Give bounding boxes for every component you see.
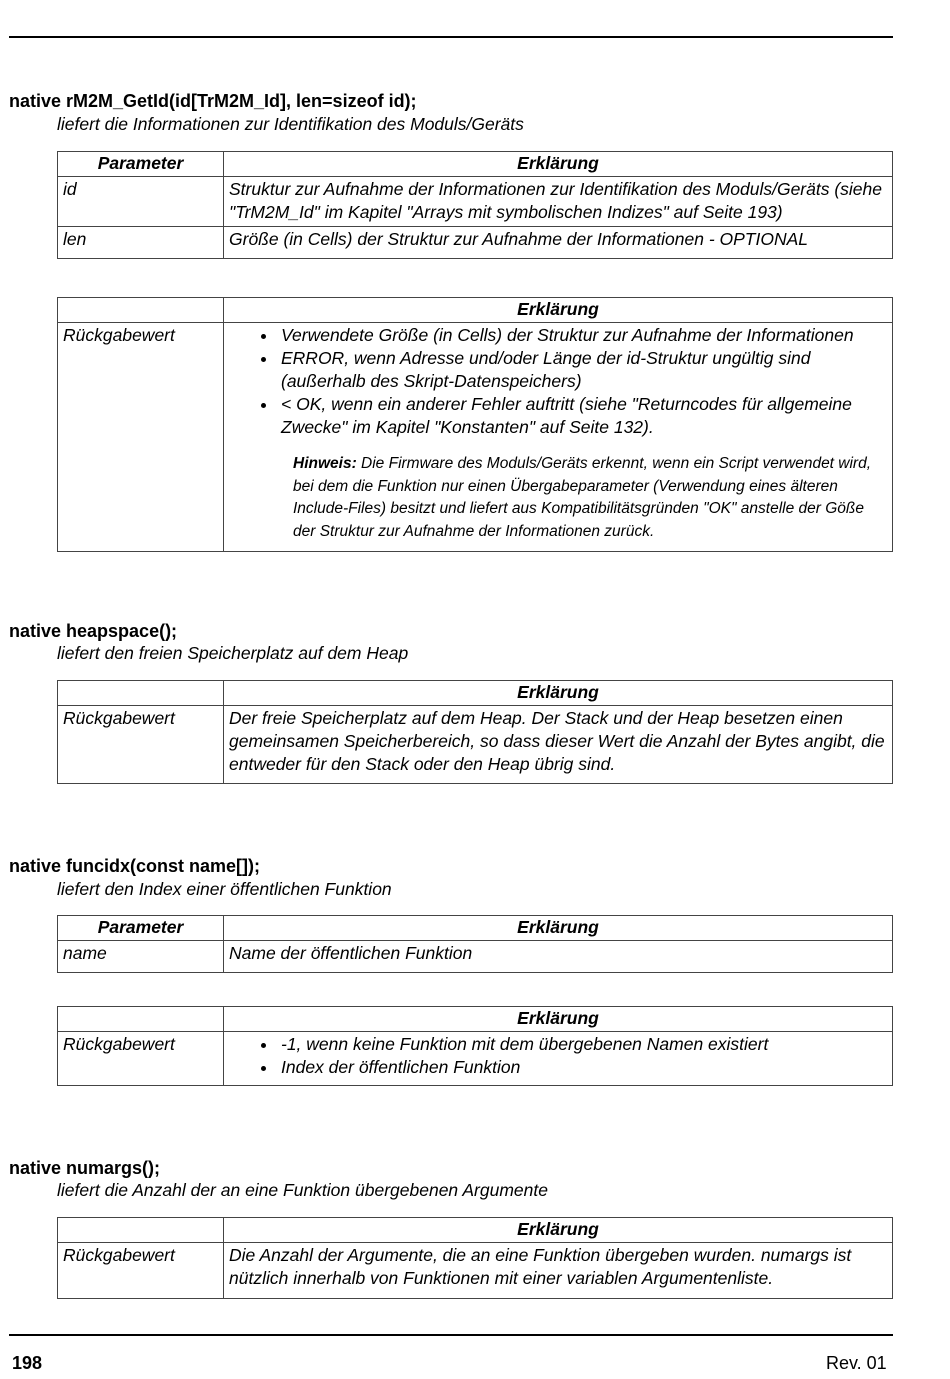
function-signature: native funcidx(const name[]); <box>9 856 261 876</box>
return-value-list <box>229 1033 887 1079</box>
parameter-explanation: Name der öffentlichen Funktion <box>224 941 893 973</box>
empty-header-cell <box>58 681 224 706</box>
list-item: -1, wenn keine Funktion mit dem übergebenen Namen existiert <box>281 1033 887 1056</box>
function-description: liefert den freien Speicherplatz auf dem Heap <box>57 643 409 663</box>
list-item: Verwendete Größe (in Cells) der Struktur zur Aufnahme der Informationen <box>281 324 887 347</box>
return-value-label: Rückgabewert <box>58 706 224 784</box>
function-signature: native heapspace(); <box>9 621 178 641</box>
explanation-header: Erklärung <box>224 298 893 323</box>
explanation-header: Erklärung <box>224 1007 893 1032</box>
parameter-table <box>57 151 893 259</box>
function-description: liefert die Informationen zur Identifikation des Moduls/Geräts <box>57 114 524 134</box>
function-description: liefert die Anzahl der an eine Funktion übergebenen Argumente <box>57 1180 548 1200</box>
parameter-name: id <box>58 177 224 227</box>
explanation-header: Erklärung <box>224 1218 893 1243</box>
list-item: ERROR, wenn Adresse und/oder Länge der id-Struktur ungültig sind (außerhalb des Skript-Datenspeichers) <box>281 347 887 393</box>
note-label: Hinweis: <box>293 455 357 472</box>
explanation-header: Erklärung <box>224 916 893 941</box>
function-signature: native numargs(); <box>9 1158 161 1178</box>
explanation-header: Erklärung <box>224 681 893 706</box>
function-signature: native rM2M_GetId(id[TrM2M_Id], len=sizeof id); <box>9 91 417 111</box>
return-value-explanation: Der freie Speicherplatz auf dem Heap. Der Stack und der Heap besetzen einen gemeinsamen Speicherbereich, so dass dieser Wert die Anzahl der Bytes angibt, die entweder für den Stack oder den Heap übrig sind. <box>224 706 893 784</box>
table-row <box>58 1032 893 1086</box>
note-box <box>293 453 887 543</box>
parameter-header: Parameter <box>58 152 224 177</box>
note-text: Die Firmware des Moduls/Geräts erkennt, wenn ein Script verwendet wird, bei dem die Funktion nur einen Übergabeparameter (Verwendung eines älteren Include-Files) besitzt und liefert aus Kompatibilitätsgründen "OK" anstelle der Göße der Struktur zur Aufnahme der Informationen zurück. <box>293 455 872 540</box>
function-description: liefert den Index einer öffentlichen Funktion <box>57 879 392 899</box>
revision-label: Rev. 01 <box>826 1353 887 1373</box>
empty-header-cell <box>58 298 224 323</box>
header-rule <box>9 36 893 38</box>
return-value-explanation <box>224 323 893 552</box>
return-value-table <box>57 297 893 552</box>
return-value-table <box>57 1006 893 1086</box>
empty-header-cell <box>58 1218 224 1243</box>
return-value-label: Rückgabewert <box>58 1243 224 1299</box>
table-row <box>58 227 893 259</box>
parameter-name: name <box>58 941 224 973</box>
return-value-table <box>57 680 893 784</box>
table-row <box>58 323 893 552</box>
parameter-explanation: Größe (in Cells) der Struktur zur Aufnahme der Informationen - OPTIONAL <box>224 227 893 259</box>
list-item: < OK, wenn ein anderer Fehler auftritt (siehe "Returncodes für allgemeine Zwecke" im Kapitel "Konstanten" auf Seite 132). <box>281 393 887 439</box>
return-value-table <box>57 1217 893 1299</box>
parameter-name: len <box>58 227 224 259</box>
empty-header-cell <box>58 1007 224 1032</box>
parameter-explanation: Struktur zur Aufnahme der Informationen zur Identifikation des Moduls/Geräts (siehe "TrM2M_Id" im Kapitel "Arrays mit symbolischen Indizes" auf Seite 193) <box>224 177 893 227</box>
return-value-explanation: Die Anzahl der Argumente, die an eine Funktion übergeben wurden. numargs ist nützlich innerhalb von Funktionen mit einer variablen Argumentenliste. <box>224 1243 893 1299</box>
return-value-label: Rückgabewert <box>58 1032 224 1086</box>
parameter-header: Parameter <box>58 916 224 941</box>
table-row <box>58 177 893 227</box>
return-value-list <box>229 324 887 439</box>
table-row <box>58 941 893 973</box>
table-row <box>58 706 893 784</box>
return-value-label: Rückgabewert <box>58 323 224 552</box>
footer-rule <box>9 1334 893 1336</box>
parameter-table <box>57 915 893 973</box>
page-number: 198 <box>12 1353 43 1373</box>
explanation-header: Erklärung <box>224 152 893 177</box>
table-row <box>58 1243 893 1299</box>
return-value-explanation <box>224 1032 893 1086</box>
list-item: Index der öffentlichen Funktion <box>281 1056 887 1079</box>
